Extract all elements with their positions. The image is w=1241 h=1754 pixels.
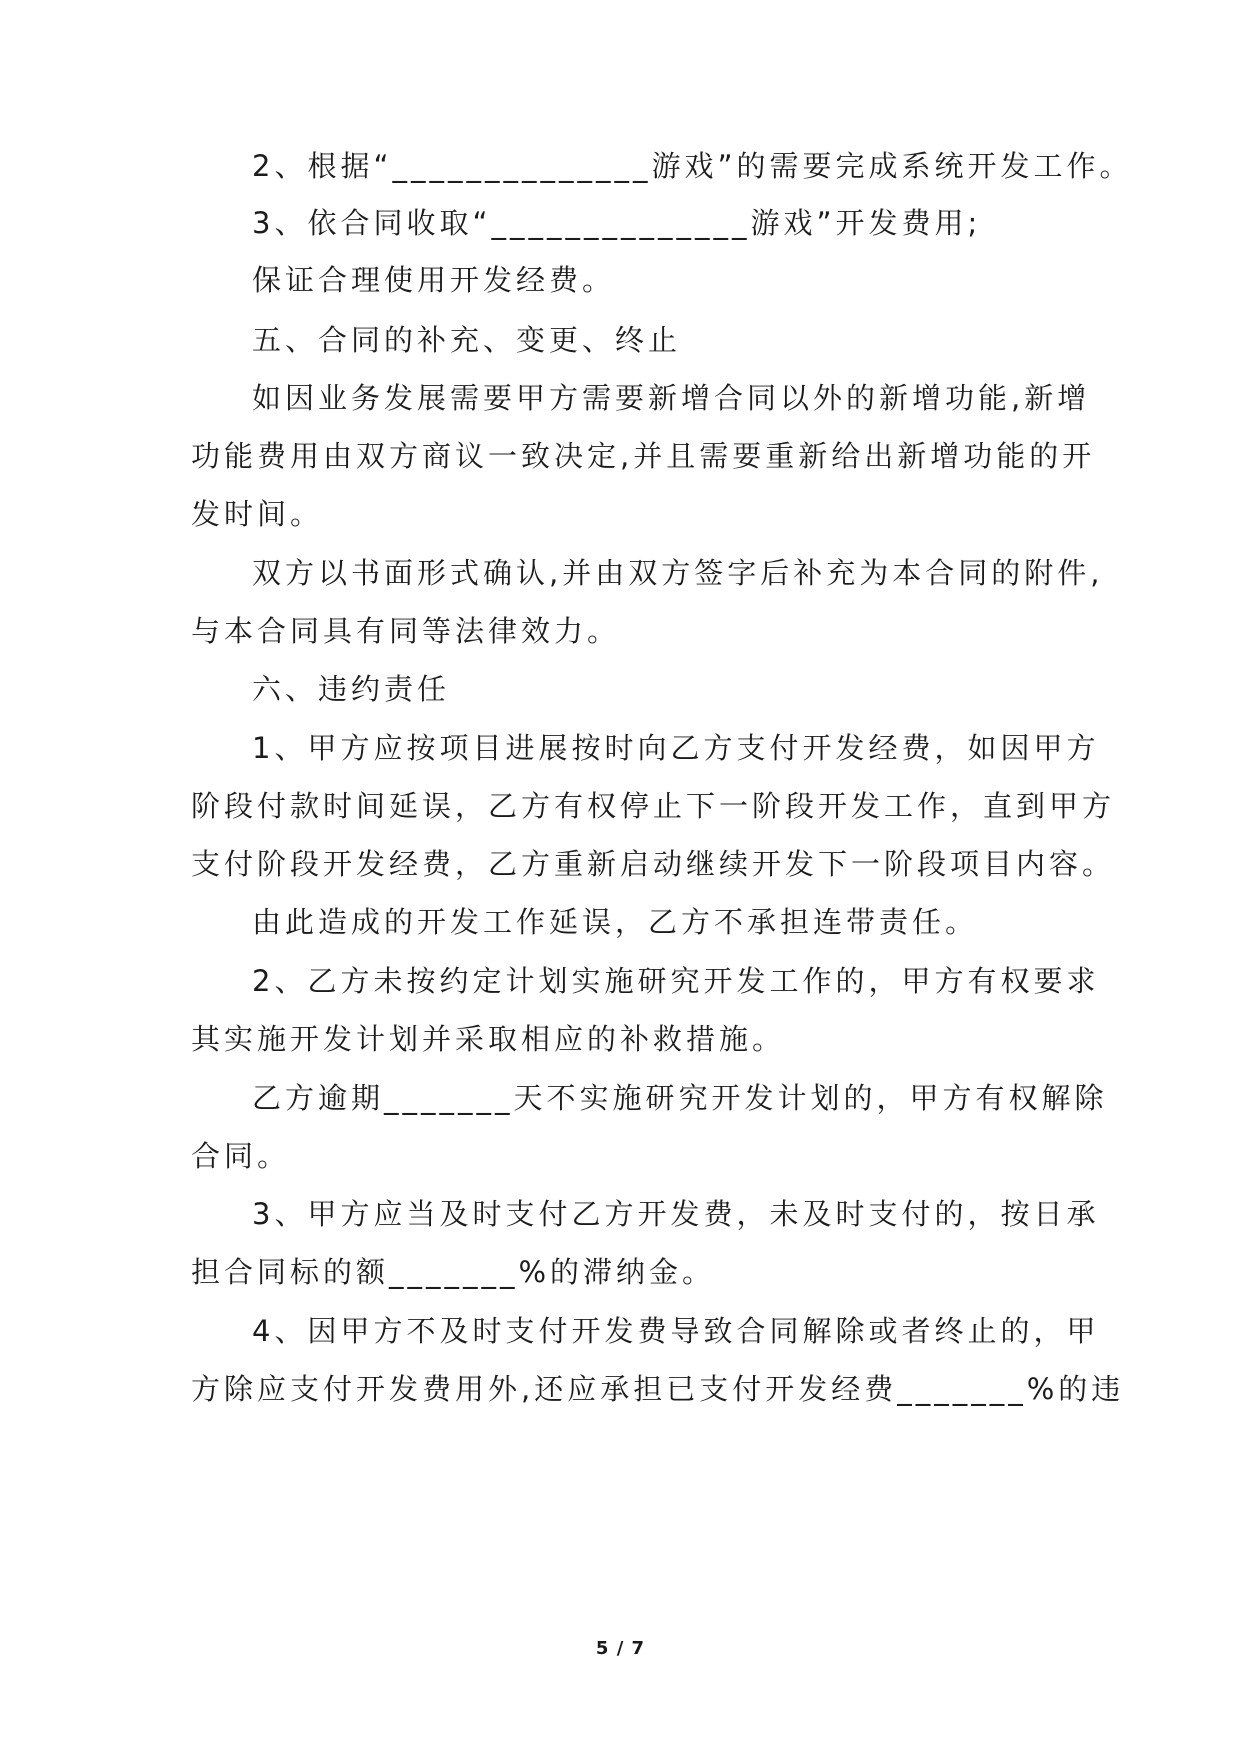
paragraph-line: 发时间。 (191, 497, 324, 531)
paragraph-line: 与本合同具有同等法律效力。 (191, 614, 621, 648)
clause-3-collect-fee: 3、依合同收取“______________游戏”开发费用; (252, 206, 982, 240)
section-six-heading: 六、违约责任 (252, 672, 451, 706)
paragraph-line: 双方以书面形式确认,并由双方签字后补充为本合同的附件, (252, 556, 1104, 590)
section-five-heading: 五、合同的补充、变更、终止 (252, 323, 682, 357)
page-number: 5 / 7 (595, 1638, 646, 1659)
paragraph-line: 担合同标的额_______%的滞纳金。 (191, 1255, 716, 1289)
paragraph-line: 4、因甲方不及时支付开发费导致合同解除或者终止的，甲 (252, 1314, 1100, 1348)
paragraph-line: 阶段付款时间延误，乙方有权停止下一阶段开发工作，直到甲方 (191, 789, 1116, 823)
paragraph-line: 支付阶段开发经费，乙方重新启动继续开发下一阶段项目内容。 (191, 847, 1116, 881)
clause-2-develop-system: 2、根据“______________游戏”的需要完成系统开发工作。 (252, 149, 1133, 183)
paragraph-line: 合同。 (191, 1139, 291, 1173)
paragraph-line: 其实施开发计划并采取相应的补救措施。 (191, 1022, 786, 1056)
paragraph-line: 1、甲方应按项目进展按时向乙方支付开发经费，如因甲方 (252, 731, 1100, 765)
paragraph-line: 方除应支付开发费用外,还应承担已支付开发经费_______%的违 (191, 1372, 1125, 1406)
paragraph-line: 乙方逾期_______天不实施研究开发计划的，甲方有权解除 (252, 1081, 1108, 1115)
paragraph-line: 2、乙方未按约定计划实施研究开发工作的，甲方有权要求 (252, 964, 1100, 998)
clause-use-funds: 保证合理使用开发经费。 (252, 263, 616, 297)
paragraph-line: 由此造成的开发工作延误，乙方不承担连带责任。 (252, 905, 979, 939)
paragraph-line: 如因业务发展需要甲方需要新增合同以外的新增功能,新增 (252, 381, 1091, 415)
paragraph-line: 功能费用由双方商议一致决定,并且需要重新给出新增功能的开 (191, 439, 1096, 473)
paragraph-line: 3、甲方应当及时支付乙方开发费，未及时支付的，按日承 (252, 1197, 1100, 1231)
